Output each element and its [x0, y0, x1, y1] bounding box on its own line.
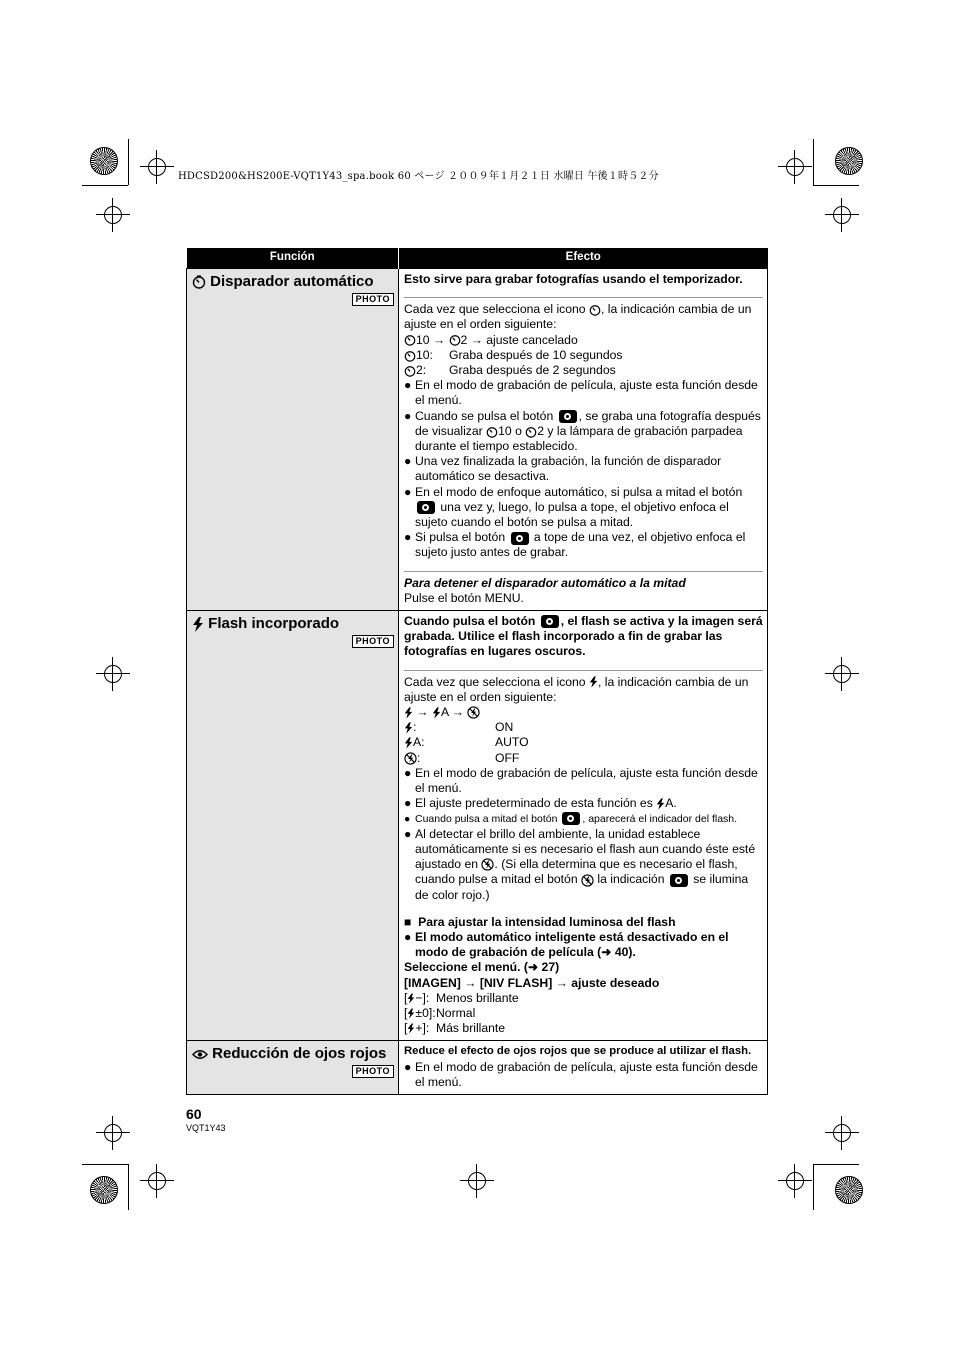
- function-title: Reducción de ojos rojos: [192, 1045, 394, 1063]
- option-row: [ −]: Menos brillante: [404, 990, 519, 1005]
- bullet-item: ● Al detectar el brillo del ambiente, la unidad establece automáticamente si es necesario el flash aun cuando éste esté ajustado en . (Si ella determina que es necesario el flash, cuando pulse a mitad el botón la indicación se ilumina de color rojo.): [404, 826, 756, 902]
- table-header-row: [187, 248, 768, 269]
- flash-icon: [192, 617, 204, 632]
- function-cell: [187, 269, 399, 611]
- flash-icon: [407, 1008, 415, 1019]
- paragraph: Cada vez que selecciona el icono , la indicación cambia de un ajuste en el orden siguiente:: [404, 302, 752, 332]
- photo-badge: PHOTO: [352, 635, 394, 648]
- subheading: ■ Para ajustar la intensidad luminosa del flash: [404, 914, 676, 929]
- settings-table: [186, 248, 768, 1095]
- table-row: [187, 1041, 768, 1095]
- effect-cell: [399, 269, 768, 611]
- self-timer-icon: [404, 365, 416, 377]
- sequence: 10 → 2 → ajuste cancelado: [404, 333, 763, 348]
- bullet-item: ● El ajuste predeterminado de esta función es A.: [404, 796, 677, 811]
- flash-icon: [407, 1023, 415, 1034]
- lead-text: Reduce el efecto de ojos rojos que se produce al utilizar el flash.: [404, 1045, 752, 1058]
- photo-badge: PHOTO: [352, 293, 394, 306]
- bullet-item: ● En el modo de grabación de película, ajuste esta función desde el menú.: [404, 1059, 758, 1089]
- camera-button-icon: [417, 501, 435, 514]
- print-header: HDCSD200&HS200E-VQT1Y43_spa.book 60 ページ ２００９年１月２１日 水曜日 午後１時５２分: [178, 171, 659, 182]
- instruction: Seleccione el menú. (➜ 27): [404, 960, 560, 975]
- camera-button-icon: [562, 812, 580, 825]
- camera-button-icon: [670, 874, 688, 887]
- flash-icon: [404, 737, 413, 749]
- self-timer-icon: [192, 275, 206, 289]
- divider: [404, 670, 763, 671]
- bullet-item: ● Cuando se pulsa el botón , se graba una fotografía después de visualizar 10 o 2 y la lámpara de grabación parpadea durante el tiempo establecido.: [404, 408, 761, 454]
- function-title: Flash incorporado: [192, 615, 394, 633]
- flash-icon: [407, 993, 415, 1004]
- flash-off-icon: [404, 752, 417, 765]
- document-code: VQT1Y43: [186, 1123, 226, 1133]
- camera-button-icon: [541, 615, 559, 628]
- lead-text: Esto sirve para grabar fotografías usando el temporizador.: [404, 272, 743, 286]
- function-cell: [187, 611, 399, 1041]
- bullet-item: ● El modo automático inteligente está desactivado en el modo de grabación de película (➜ 40).: [404, 929, 729, 960]
- bullet-item: ● Si pulsa el botón a tope de una vez, el objetivo enfoca el sujeto justo antes de grabar.: [404, 530, 746, 560]
- bullet-item: ● En el modo de grabación de película, ajuste esta función desde el menú.: [404, 765, 758, 796]
- option-row: [ ±0]: Normal: [404, 1005, 476, 1020]
- sequence: → A →: [404, 705, 763, 720]
- effect-cell: [399, 611, 768, 1041]
- flash-off-icon: [581, 874, 594, 887]
- self-timer-icon: [404, 350, 416, 362]
- flash-icon: [404, 722, 413, 734]
- flash-icon: [432, 707, 441, 719]
- camera-button-icon: [559, 410, 577, 423]
- flash-off-icon: [481, 858, 494, 871]
- self-timer-icon: [404, 334, 416, 346]
- camera-button-icon: [511, 532, 529, 545]
- paragraph: Cada vez que selecciona el icono , la indicación cambia de un ajuste en el orden siguiente:: [404, 674, 749, 704]
- header-effect: Efecto: [399, 248, 768, 269]
- photo-badge: PHOTO: [352, 1065, 394, 1078]
- bullet-item: ● Una vez finalizada la grabación, la función de disparador automático se desactiva.: [404, 454, 722, 484]
- self-timer-icon: [525, 426, 537, 438]
- flash-icon: [589, 676, 598, 688]
- eye-icon: [192, 1049, 208, 1060]
- option-row: 10: Graba después de 10 segundos: [404, 348, 763, 363]
- table-row: [187, 611, 768, 1041]
- table-row: [187, 269, 768, 611]
- function-cell: [187, 1041, 399, 1095]
- divider: [404, 297, 763, 298]
- option-row: : ON: [404, 720, 763, 735]
- bullet-item: ● En el modo de enfoque automático, si pulsa a mitad el botón una vez y, luego, lo pulsa a tope, el objetivo enfoca el sujeto cuando el botón se pulsa a mitad.: [404, 484, 743, 530]
- bullet-item: ● En el modo de grabación de película, ajuste esta función desde el menú.: [404, 378, 758, 408]
- divider: [404, 571, 763, 572]
- flash-icon: [656, 798, 665, 810]
- option-row: [ +]: Más brillante: [404, 1021, 506, 1036]
- subheading: Para detener el disparador automático a la mitad: [404, 575, 686, 590]
- option-row: A: AUTO: [404, 735, 763, 750]
- flash-icon: [404, 707, 413, 719]
- lead-text: Cuando pulsa el botón , el flash se activa y la imagen será grabada. Utilice el flash incorporado a fin de grabar las fotografías en lugares oscuros.: [404, 614, 763, 659]
- option-row: : OFF: [404, 751, 763, 766]
- bullet-item: ● Cuando pulsa a mitad el botón , aparecerá el indicador del flash.: [404, 812, 738, 825]
- self-timer-icon: [589, 304, 601, 316]
- header-function: Función: [187, 248, 399, 269]
- self-timer-icon: [486, 426, 498, 438]
- option-row: 2: Graba después de 2 segundos: [404, 363, 763, 378]
- menu-path: [IMAGEN] → [NIV FLASH] → ajuste deseado: [404, 975, 660, 990]
- page-number: 60: [186, 1106, 202, 1122]
- effect-cell: [399, 1041, 768, 1095]
- flash-off-icon: [467, 706, 480, 719]
- paragraph: Pulse el botón MENU.: [404, 590, 524, 605]
- self-timer-icon: [449, 334, 461, 346]
- function-title: Disparador automático: [192, 273, 394, 291]
